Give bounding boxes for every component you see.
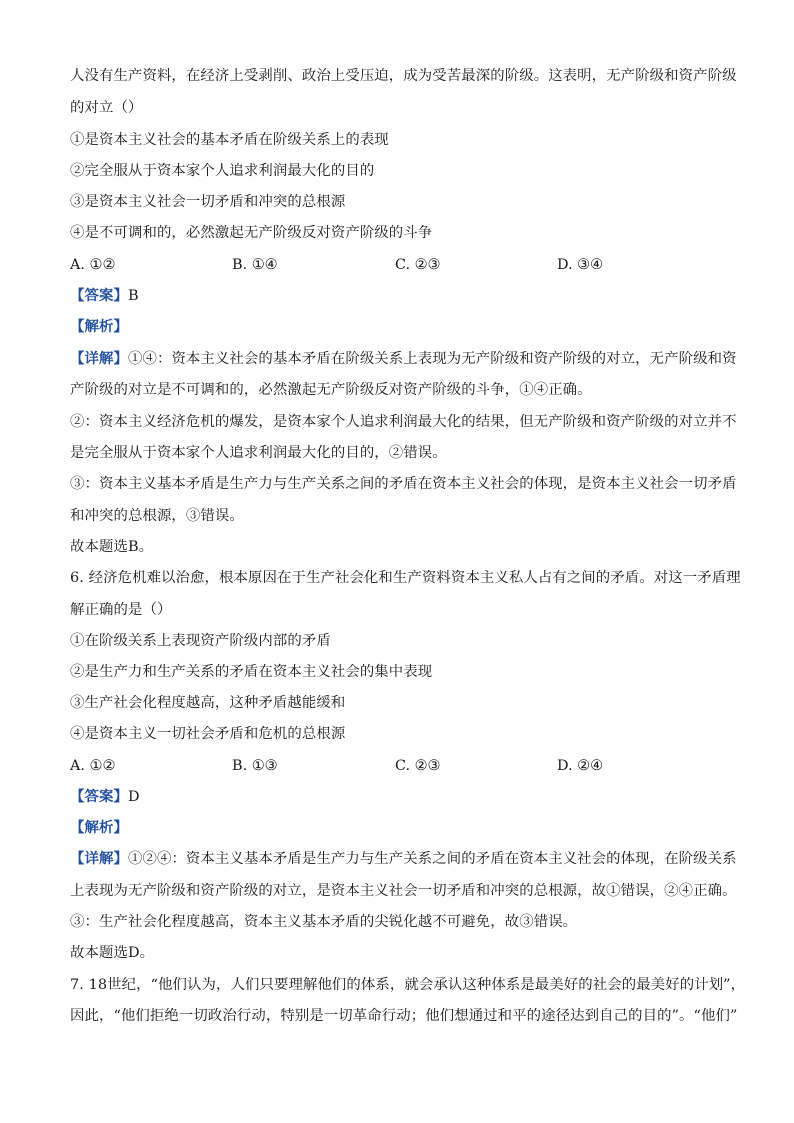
q5-option-d: D. ③④: [557, 257, 603, 273]
q5-item-2: ②完全服从于资本家个人追求利润最大化的目的: [70, 163, 375, 179]
q5-detail-line-6: 和冲突的总根源，③错误。: [70, 508, 244, 524]
q6-item-4: ④是资本主义一切社会矛盾和危机的总根源: [70, 726, 346, 742]
q5-detail-line-3: ②：资本主义经济危机的爆发，是资本家个人追求利润最大化的结果，但无产阶级和资产阶级的对立并不: [70, 414, 737, 430]
q7-stem-line2: 因此，“他们拒绝一切政治行动，特别是一切革命行动；他们想通过和平的途径达到自己的目的”。“他们”: [70, 1008, 738, 1024]
q6-item-2: ②是生产力和生产关系的矛盾在资本主义社会的集中表现: [70, 664, 433, 680]
detail-tag: 【详解】: [70, 850, 128, 867]
q6-detail-line-1: [70, 849, 737, 869]
q5-item-3: ③是资本主义社会一切矛盾和冲突的总根源: [70, 194, 346, 210]
q5-answer-value: B: [127, 288, 139, 304]
q6-option-d: D. ②④: [557, 758, 603, 774]
q6-analysis-line: [70, 818, 730, 838]
analysis-tag: 【解析】: [70, 819, 128, 836]
q6-answer-line: [70, 787, 730, 807]
q6-option-a: A. ①②: [70, 758, 116, 774]
q6-answer-value: D: [127, 789, 140, 805]
q5-detail-text-1: ①④：资本主义社会的基本矛盾在阶级关系上表现为无产阶级和资产阶级的对立，无产阶级和资: [127, 351, 737, 367]
q5-item-4: ④是不可调和的，必然激起无产阶级反对资产阶级的斗争: [70, 225, 433, 241]
q5-item-1: ①是资本主义社会的基本矛盾在阶级关系上的表现: [70, 132, 389, 148]
q5-analysis-line: [70, 317, 730, 337]
detail-tag: 【详解】: [70, 350, 128, 367]
q5-detail-line-2: 产阶级的对立是不可调和的，必然激起无产阶级反对资产阶级的斗争，①④正确。: [70, 382, 592, 398]
q6-detail-line-2: 上表现为无产阶级和资产阶级的对立，是资本主义社会一切矛盾和冲突的总根源，故①错误，②④正确。: [70, 883, 737, 899]
q5-option-b: B. ①④: [232, 257, 278, 273]
q7-stem-line1: 7. 18世纪，“他们认为，人们只要理解他们的体系，就会承认这种体系是最美好的社会的最美好的计划”，: [70, 977, 746, 993]
q6-stem-line2: 解正确的是（）: [70, 602, 172, 618]
analysis-tag: 【解析】: [70, 318, 128, 335]
answer-tag: 【答案】: [70, 788, 128, 805]
q6-item-1: ①在阶级关系上表现资产阶级内部的矛盾: [70, 633, 331, 649]
q5-detail-line-4: 是完全服从于资本家个人追求利润最大化的目的，②错误。: [70, 445, 447, 461]
q6-item-3: ③生产社会化程度越高，这种矛盾越能缓和: [70, 695, 346, 711]
q6-option-c: C. ②③: [395, 758, 441, 774]
q6-conclusion: 故本题选D。: [70, 945, 155, 961]
q6-detail-line-3: ③：生产社会化程度越高，资本主义基本矛盾的尖锐化越不可避免，故③错误。: [70, 914, 578, 930]
q5-option-c: C. ②③: [395, 257, 441, 273]
q6-stem-line1: 6. 经济危机难以治愈，根本原因在于生产社会化和生产资料资本主义私人占有之间的矛盾。对这一矛盾理: [70, 570, 741, 586]
q5-conclusion: 故本题选B。: [70, 539, 154, 555]
q5-answer-line: [70, 286, 730, 306]
q5-option-a: A. ①②: [70, 257, 116, 273]
answer-tag: 【答案】: [70, 287, 128, 304]
q5-detail-line-1: [70, 349, 737, 369]
q6-option-b: B. ①③: [232, 758, 278, 774]
q5-stem-line1: 人没有生产资料，在经济上受剥削、政治上受压迫，成为受苦最深的阶级。这表明，无产阶级和资产阶级: [70, 68, 737, 84]
q5-detail-line-5: ③：资本主义基本矛盾是生产力与生产关系之间的矛盾在资本主义社会的体现，是资本主义社会一切矛盾: [70, 476, 737, 492]
q6-detail-text-1: ①②④：资本主义基本矛盾是生产力与生产关系之间的矛盾在资本主义社会的体现，在阶级关系: [127, 851, 737, 867]
q5-stem-line2: 的对立（）: [70, 100, 143, 116]
